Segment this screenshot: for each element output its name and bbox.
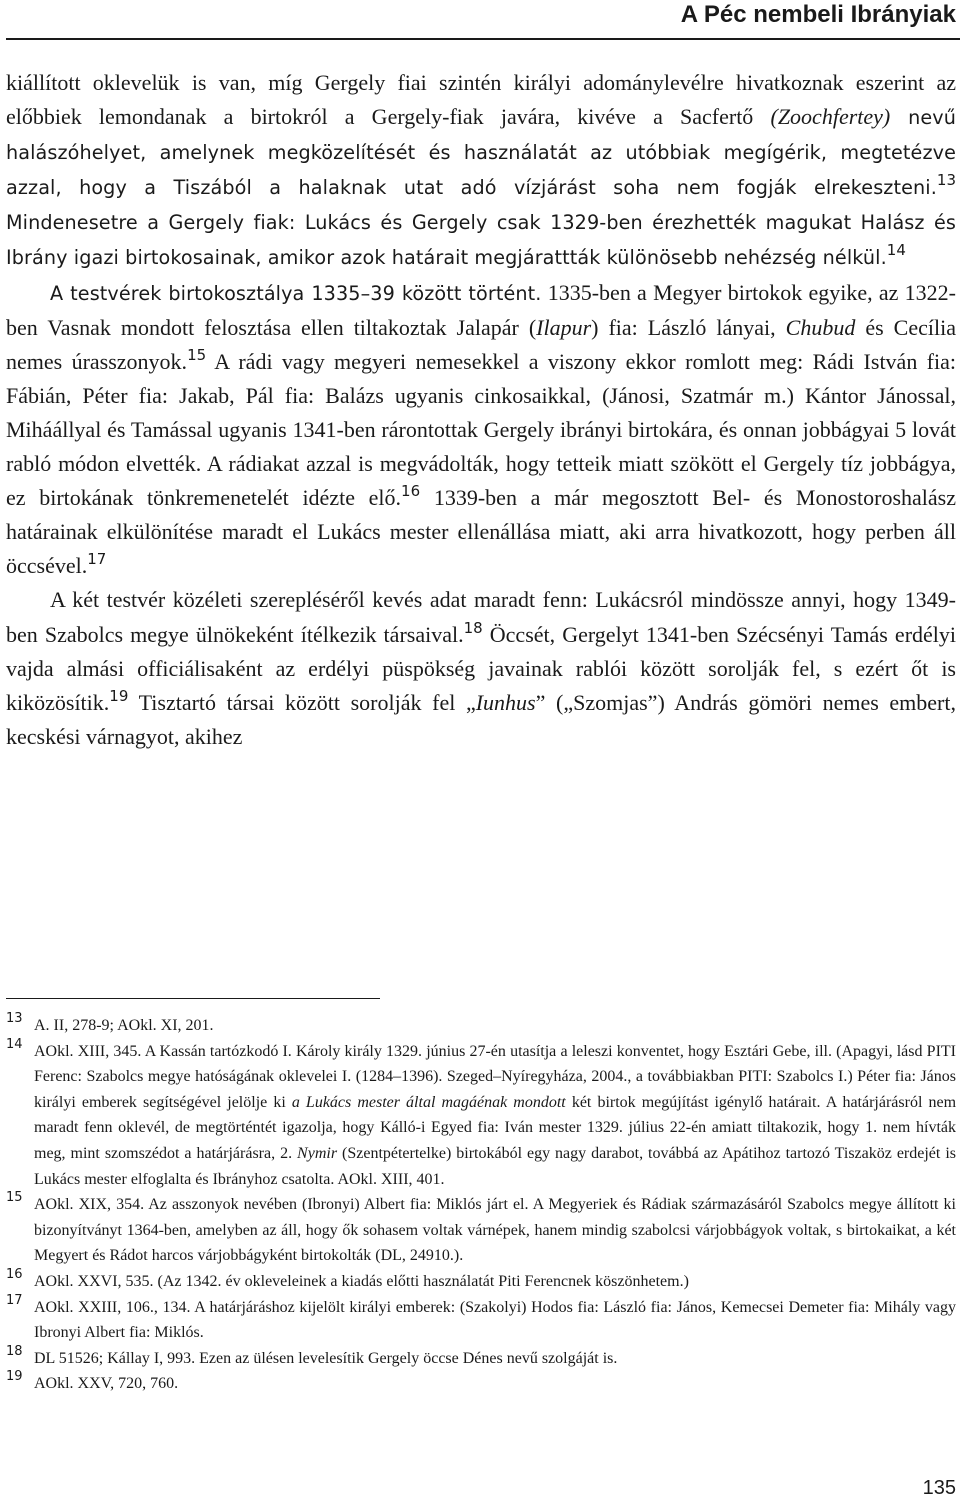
footnote-number: 14: [6, 1036, 23, 1052]
text-run-italic: a Lukács mester által magáénak mondott: [291, 1093, 566, 1111]
text-run: AOkl. XIII, 345. A Kassán tartózkodó I. Károly király 1329. június 27-én utasítja a leleszi konventet, hogy Esztári Gebe, ill. (Apagyi, lásd PITI Ferenc: Szabolcs megye hatóságának oklevelei I. (1284–1396). Szeged–Nyíregyháza, 2004., a továbbiakban PITI: Szabolcs I.) Péter fia: János királyi emberek segítségével jelölje ki: [34, 1042, 956, 1111]
text-run: ) fia: László lányai,: [591, 314, 786, 340]
footnote-19: [6, 1371, 956, 1397]
page-number: 135: [922, 1477, 956, 1499]
footnote-separator: [6, 998, 380, 999]
footnote-ref-14[interactable]: 14: [886, 241, 906, 260]
footnote-number: 18: [6, 1343, 23, 1359]
text-run: ” („Szomjas”) András gömöri nemes embert, kecskési várnagyot, akihez: [6, 689, 956, 749]
text-run: nevű halászóhelyet, amelynek megközelítését és használatát az utóbbiak megígérik, megtetézve azzal, hogy a Tiszából a halaknak utat adó vízjárást soha nem fogják elrekeszteni.: [6, 106, 956, 200]
text-run: 1335-ben a Megyer birtokok egyike, az 1322-ben Vasnak mondott felosztása ellen tiltakoztak Jalapár (: [6, 279, 956, 340]
footnote-text: DL 51526; Kállay I, 993. Ezen az ülésen levelesítik Gergely öccse Dénes nevű szolgáját is.: [34, 1349, 618, 1367]
text-run: A két testvér közéleti szerepléséről kevés adat maradt fenn: Lukácsról mindössze annyi, hogy 1349-ben Szabolcs megye ülnökeként ítélkezik társaival.: [6, 587, 956, 647]
text-run-italic: Ilapur: [536, 314, 592, 340]
footnote-ref-13[interactable]: 13: [936, 171, 956, 190]
text-run-italic: Chubud: [785, 314, 856, 340]
header-rule: [6, 38, 960, 40]
footnote-ref-19[interactable]: 19: [109, 686, 129, 705]
footnote-number: 16: [6, 1266, 23, 1282]
footnote-text: A. II, 278-9; AOkl. XI, 201.: [34, 1017, 214, 1034]
text-run: és Cecília nemes úrasszonyok.: [6, 314, 956, 374]
footnote-text: AOkl. XXIII, 106., 134. A határjáráshoz kijelölt királyi emberek: (Szakolyi) Hodos fia: László fia: János, Kemecsei Demeter fia: Mihály vagy Ibronyi Albert fia: Miklós.: [34, 1298, 956, 1342]
text-run: kiállított oklevelük is van, míg Gergely fiai szintén királyi adománylevélre hivatkoznak eszerint az előbbiek lemondanak a birtokról a Gergely-fiak javára, kivéve a Sacfertő: [6, 70, 956, 130]
text-run: Mindenesetre a Gergely fiak: Lukács és Gergely csak 1329-ben érezhették magukat Halász és Ibrány igazi birtokosainak, amikor azok határait megjárattták különösebb nehézség nélkül.: [6, 211, 956, 270]
paragraph-1: [6, 66, 956, 276]
footnote-ref-17[interactable]: 17: [87, 550, 107, 569]
footnote-number: 13: [6, 1011, 23, 1026]
text-run-italic: Nymir: [297, 1144, 338, 1162]
footnote-15: [6, 1192, 956, 1269]
footnote-number: 15: [6, 1190, 23, 1206]
text-run: (Szentpétertelke) birtokából egy nagy darabot, továbbá az Apátihoz tartozó Tiszaköz erdejét is Lukács mester elfoglalta és Ibrányhoz csatolta. AOkl. XIII, 401.: [34, 1144, 956, 1188]
running-header: A Péc nembeli Ibrányiak: [680, 1, 956, 28]
text-run-italic: (Zoochfertey): [770, 104, 891, 130]
footnote-number: 19: [6, 1369, 23, 1385]
footnote-text: AOkl. XXVI, 535. (Az 1342. év okleveleinek a kiadás előtti használatát Piti Ferencnek köszönhetem.): [34, 1272, 689, 1290]
paragraph-3: [6, 583, 956, 753]
footnote-14: [6, 1036, 957, 1193]
text-run: Tisztartó társai között sorolják fel „: [128, 689, 476, 715]
text-run: A testvérek birtokosztálya 1335–39 között történt.: [50, 281, 542, 305]
footnotes: [6, 1013, 956, 1397]
text-run: A rádi vagy megyeri nemesekkel a viszony ekkor romlott meg: Rádi István fia: Fábián, Péter fia: Jakab, Pál fia: Balázs ugyanis cinkosaikkal, (Jánosi, Szatmár m.) Kántor Jánossal, Miháállyal és Tamással ugyanis 1341-ben rárontottak Gergely ibrányi birtokára, és onnan jobbágyai 5 lovát rabló módon elvették. A rádiakat azzal is megvádolták, hogy tetteik miatt szökött el Gergely tíz jobbágya, ez birtokának tönkremenetelét idézte elő.: [6, 348, 957, 511]
footnote-13: [6, 1013, 956, 1039]
footnote-16: [6, 1266, 956, 1295]
footnote-text: AOkl. XXV, 720, 760.: [34, 1375, 179, 1393]
footnote-text: [34, 1039, 956, 1193]
footnote-ref-18[interactable]: 18: [463, 618, 483, 637]
footnote-ref-16[interactable]: 16: [401, 482, 421, 501]
text-run-italic: Iunhus: [475, 689, 536, 715]
paragraph-2: [6, 276, 956, 584]
text-run: 1339-ben a már megosztott Bel- és Monostoroshalász határainak elkülönítése maradt el Lukács mester ellenállása miatt, aki arra hivatkozott, hogy perben áll öccsével.: [6, 485, 956, 579]
text-run: két birtok megújítást igénylő határait. A határjárásról nem maradt fenn oklevél, de megtörténtét igazolja, hogy Kálló-i Egyed fia: Iván mester 1329. július 22-én amiatt tiltakozik, hogy 1. nem hívták meg, mint szomszédot a határjárásra, 2.: [34, 1093, 957, 1162]
text-run: Öccsét, Gergelyt 1341-ben Szécsényi Tamás erdélyi vajda almási officiálisaként az erdélyi püspökség javainak rablói között sorolják fel, s ezért őt is kiközösítik.: [6, 621, 957, 715]
footnote-number: 17: [6, 1292, 23, 1308]
footnote-ref-15[interactable]: 15: [187, 345, 207, 364]
footnote-text: AOkl. XIX, 354. Az asszonyok nevében (Ibronyi) Albert fia: Miklós járt el. A Megyeriek és Rádiak származásáról Szabolcs megye állított ki bizonyítványt 1364-ben, amelyben az áll, hogy ők sohasem voltak várnépek, hanem mindig szabolcsi várjobbágyok voltak, s birtokaikat, a két Megyert és Rádot harcos várjobbágyként birtokolták (DL, 24910.).: [34, 1196, 956, 1265]
footnote-18: [6, 1343, 956, 1372]
body-text: [6, 66, 956, 754]
footnote-17: [6, 1292, 956, 1346]
